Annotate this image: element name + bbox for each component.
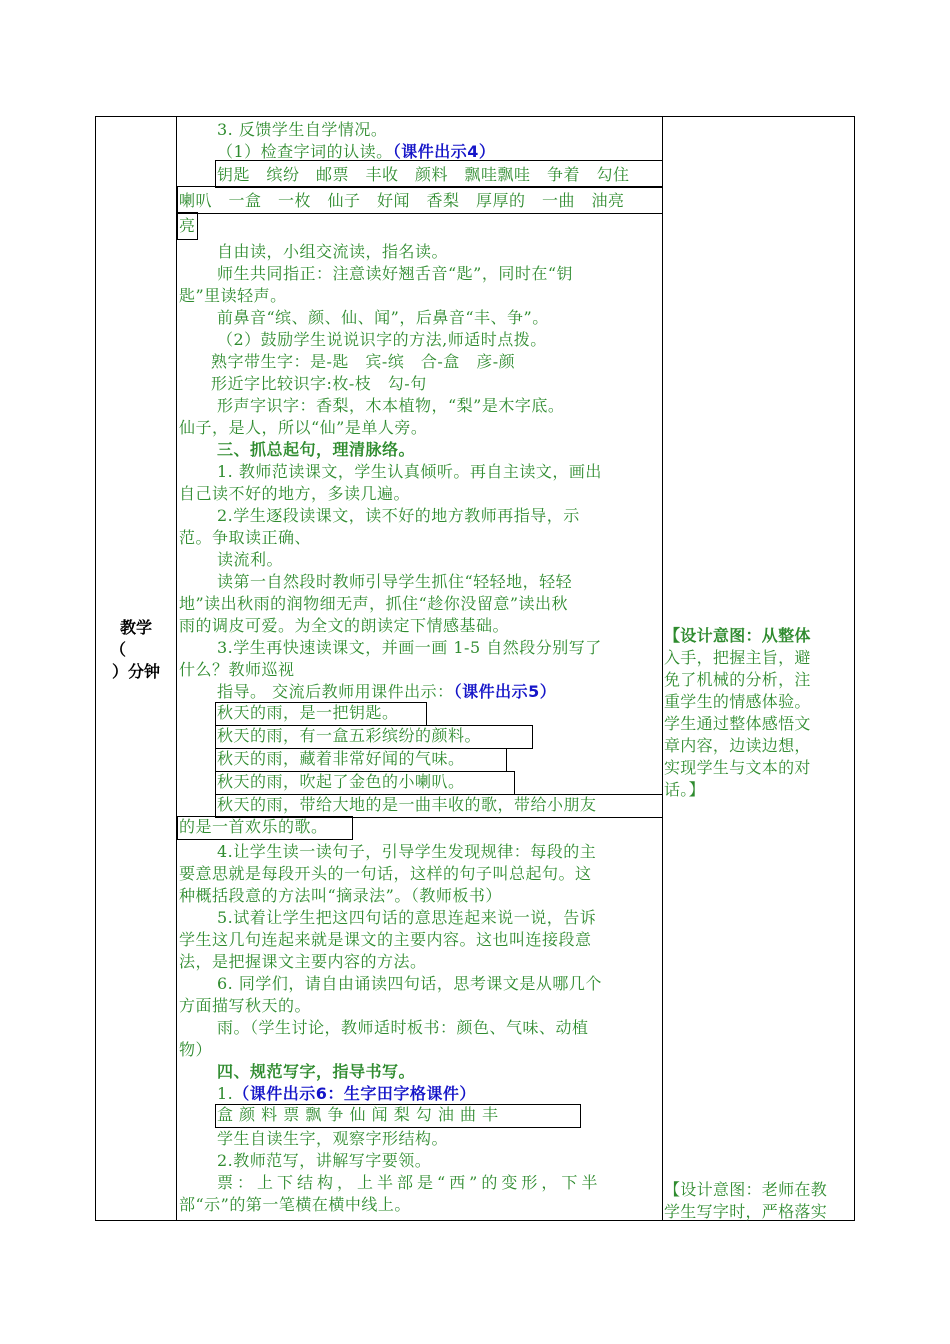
- text-line: 指导。 交流后教师用课件出示：（课件出示5）: [217, 682, 557, 701]
- characters-line: 盒 颜 料 票 飘 争 仙 闻 梨 勾 油 曲 丰: [217, 1105, 499, 1124]
- text-line: 票：上下结构，上半部是“西”的变形，下半: [217, 1173, 602, 1192]
- text-line: 方面描写秋天的。: [179, 996, 312, 1015]
- text-line: 前鼻音“缤、颜、仙、闻”，后鼻音“丰、争”。: [217, 308, 549, 327]
- text-line: 自由读，小组交流读，指名读。: [217, 242, 449, 261]
- text-line: 范。争取读正确、: [179, 528, 312, 547]
- text-line: 读第一自然段时教师引导学生抓住“轻轻地，轻轻: [217, 572, 573, 591]
- section-heading: 三、抓总起句，理清脉络。: [217, 440, 416, 459]
- text-line: 自己读不好的地方，多读几遍。: [179, 484, 411, 503]
- text-line: 种概括段意的方法叫“摘录法”。（教师板书）: [179, 886, 502, 905]
- text-line: 2.学生逐段读课文，读不好的地方教师再指导，示: [217, 506, 580, 525]
- vocab-line: 钥匙 缤纷 邮票 丰收 颜料 飘哇飘哇 争着 勾住: [217, 165, 630, 184]
- design-note-line: 入手，把握主旨，避: [664, 648, 811, 667]
- time-label: 教学 （ ）分钟: [110, 618, 160, 681]
- design-note-line: 学生写字时，严格落实: [664, 1202, 828, 1221]
- design-note-line: 【设计意图：老师在教: [664, 1180, 828, 1199]
- time-label-cell: [96, 117, 176, 1220]
- vocab-line: 亮: [179, 216, 196, 235]
- vocab-line: 喇叭 一盒 一枚 仙子 好闻 香梨 厚厚的 一曲 油亮: [179, 191, 625, 210]
- summary-sentence: 的是一首欢乐的歌。: [179, 817, 328, 836]
- text-line: 熟字带生字：是-匙 宾-缤 合-盒 彦-颜: [211, 352, 516, 371]
- lesson-plan-table: [95, 116, 855, 1221]
- design-note-line: 免了机械的分析，注: [664, 670, 811, 689]
- design-note-line: 话。】: [664, 780, 705, 799]
- text-line: 1. 教师范读课文，学生认真倾听。再自主读文，画出: [217, 462, 602, 481]
- text-line: 2.教师范写，讲解写字要领。: [217, 1151, 432, 1170]
- text-line: 匙”里读轻声。: [179, 286, 287, 305]
- text-line: 学生自读生字，观察字形结构。: [217, 1129, 449, 1148]
- design-note-line: 学生通过整体感悟文: [664, 714, 811, 733]
- text-line: 6. 同学们，请自由诵读四句话，思考课文是从哪几个: [217, 974, 602, 993]
- design-note-line: 【设计意图：从整体: [664, 626, 811, 645]
- summary-sentence: 秋天的雨，有一盒五彩缤纷的颜料。: [217, 726, 482, 745]
- text-line: 形近字比较识字:枚-枝 勾-句: [211, 374, 427, 393]
- summary-sentence: 秋天的雨，是一把钥匙。: [217, 703, 399, 722]
- section-heading: 四、规范写字，指导书写。: [217, 1062, 416, 1081]
- text-line: 仙子，是人，所以“仙”是单人旁。: [179, 418, 428, 437]
- summary-sentence: 秋天的雨，吹起了金色的小喇叭。: [217, 772, 465, 791]
- text-line: 雨的调皮可爱。为全文的朗读定下情感基础。: [179, 616, 510, 635]
- design-intent-cell: [664, 117, 854, 1220]
- text-line: 法，是把握课文主要内容的方法。: [179, 952, 427, 971]
- text-line: 学生这几句连起来就是课文的主要内容。这也叫连接段意: [179, 930, 592, 949]
- text-line: 形声字识字：香梨，木本植物，“梨”是木字底。: [217, 396, 565, 415]
- teaching-process-cell: [177, 117, 663, 1220]
- text-line: 3. 反馈学生自学情况。: [217, 120, 388, 139]
- text-line: （2）鼓励学生说说识字的方法,师适时点拨。: [217, 330, 547, 349]
- text-line: 什么？教师巡视: [179, 660, 295, 679]
- text-line: 1.（课件出示6：生字田字格课件）: [217, 1084, 476, 1103]
- text-line: 师生共同指正：注意读好翘舌音“匙”，同时在“钥: [217, 264, 574, 283]
- summary-sentence: 秋天的雨，藏着非常好闻的气味。: [217, 749, 465, 768]
- summary-sentence: 秋天的雨，带给大地的是一曲丰收的歌，带给小朋友: [217, 795, 597, 814]
- text-line: 物）: [179, 1040, 213, 1059]
- design-note-line: 章内容，边读边想，: [664, 736, 811, 755]
- text-line: 雨。（学生讨论，教师适时板书：颜色、气味、动植: [217, 1018, 589, 1037]
- text-line: 5.试着让学生把这四句话的意思连起来说一说，告诉: [217, 908, 597, 927]
- text-line: 3.学生再快速读课文，并画一画 1-5 自然段分别写了: [217, 638, 602, 657]
- text-line: 部“示”的第一笔横在横中线上。: [179, 1195, 411, 1214]
- design-note-line: 重学生的情感体验。: [664, 692, 811, 711]
- text-line: 要意思就是每段开头的一句话，这样的句子叫总起句。这: [179, 864, 592, 883]
- text-line: 地”读出秋雨的润物细无声，抓住“趁你没留意”读出秋: [179, 594, 569, 613]
- text-line: 4.让学生读一读句子，引导学生发现规律：每段的主: [217, 842, 597, 861]
- design-note-line: 实现学生与文本的对: [664, 758, 811, 777]
- text-line: 读流利。: [217, 550, 284, 569]
- text-line: （1）检查字词的认读。（课件出示4）: [217, 142, 496, 161]
